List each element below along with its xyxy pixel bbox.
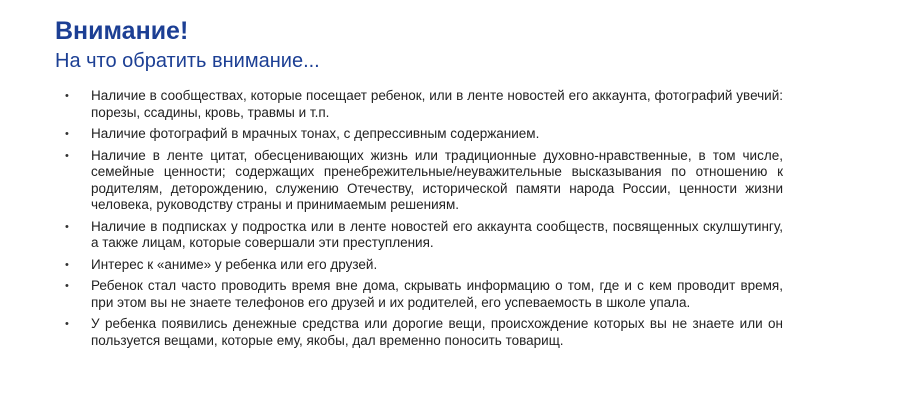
list-item: [65, 126, 783, 143]
list-item-text: Ребенок стал часто проводить время вне дома, скрывать информацию о том, где и с кем проводит время, при этом вы не знаете телефонов его друзей и их родителей, его успеваемость в школе упала.: [91, 278, 783, 310]
list-item-text: У ребенка появились денежные средства или дорогие вещи, происхождение которых вы не знаете или он пользуется вещами, которые ему, якобы, дал временно поносить товарищ.: [91, 316, 783, 348]
list-item-text: Интерес к «аниме» у ребенка или его друзей.: [91, 256, 378, 272]
bullet-icon: •: [65, 128, 69, 140]
list-item-text: Наличие в сообществах, которые посещает ребенок, или в ленте новостей его аккаунта, фотографий увечий: порезы, ссадины, кровь, травмы и т.п.: [91, 88, 783, 120]
list-item-text: Наличие фотографий в мрачных тонах, с депрессивным содержанием.: [91, 126, 540, 141]
bullet-icon: •: [65, 318, 69, 330]
page-subtitle: На что обратить внимание...: [55, 50, 320, 72]
list-item: [65, 88, 783, 121]
list-item-text: Наличие в подписках у подростка или в ленте новостей его аккаунта сообществ, посвященных скулшутингу, а также лицам, которые совершали эти преступления.: [91, 218, 783, 250]
page-title: Внимание!: [55, 17, 189, 45]
bullet-icon: •: [65, 149, 69, 162]
warning-signs-list: [0, 88, 783, 354]
list-item: [65, 256, 783, 274]
bullet-icon: •: [65, 90, 69, 102]
bullet-icon: •: [65, 280, 69, 292]
list-item-text: Наличие в ленте цитат, обесценивающих жизнь или традиционные духовно-нравственные, в том числе, семейные ценности; содержащих пренебрежительные/неуважительные высказывания по отношению к родителям, деторождению, служению Отечеству, исторической памяти народа России, ценности жизни человека, руководству страны и принимаемым решениям.: [91, 147, 783, 212]
bullet-icon: •: [65, 220, 69, 233]
list-item: [65, 278, 783, 311]
list-item: [65, 316, 783, 349]
bullet-icon: •: [65, 258, 69, 271]
list-item: [65, 147, 783, 214]
list-item: [65, 218, 783, 252]
